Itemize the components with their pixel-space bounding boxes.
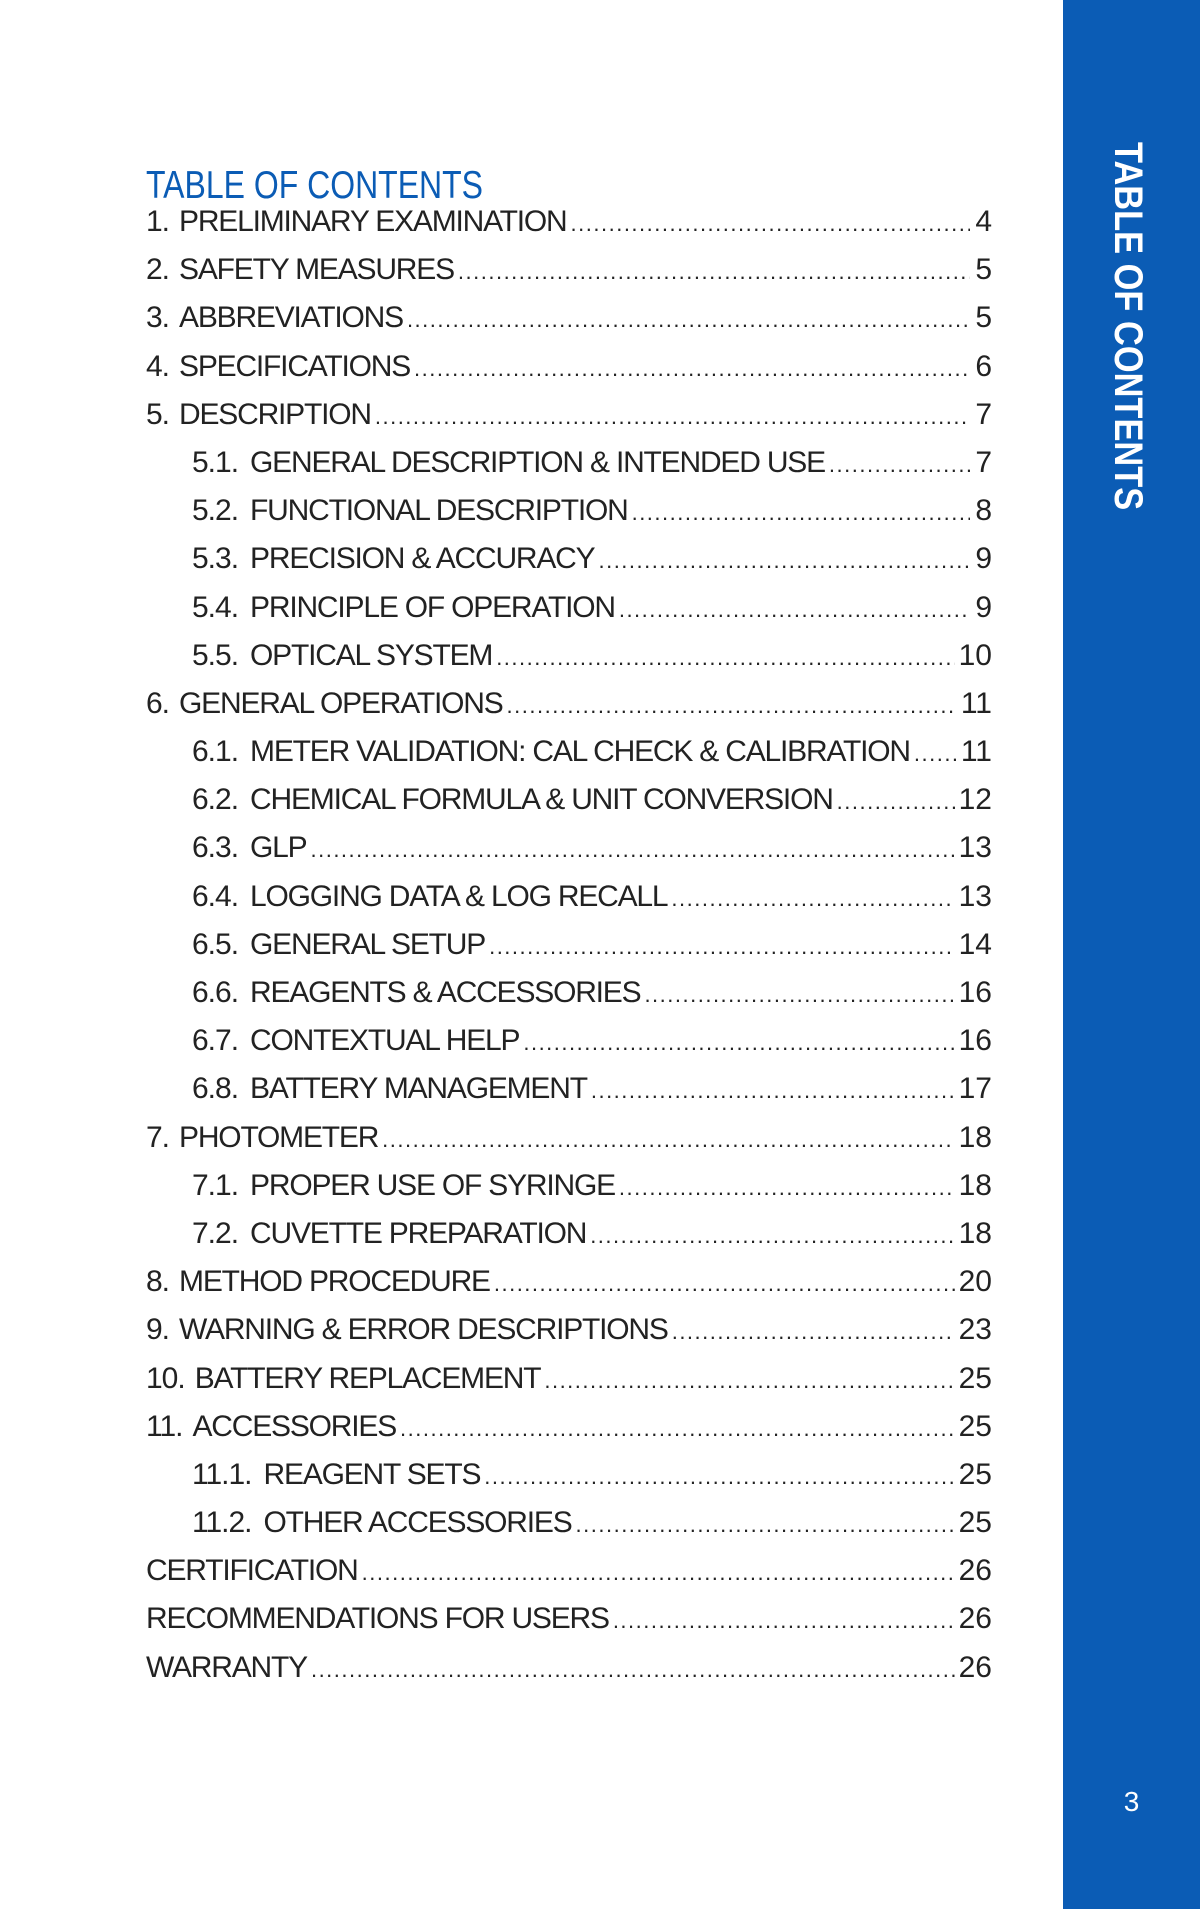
toc-leader-dots (619, 586, 970, 634)
toc-leader-dots (362, 1549, 955, 1597)
toc-entry[interactable] (146, 969, 992, 1017)
toc-entry-number: 5.4. (192, 590, 239, 624)
toc-leader-dots (484, 1453, 954, 1501)
toc-entry-number: 2. (146, 253, 170, 287)
toc-entry-number: 11.1. (192, 1457, 252, 1491)
toc-leader-dots (458, 248, 970, 296)
toc-leader-dots (375, 393, 970, 441)
toc-entry-page: 9 (975, 542, 992, 576)
toc-entry-page: 16 (958, 976, 992, 1009)
toc-entry[interactable] (146, 921, 992, 969)
toc-entry[interactable] (146, 439, 992, 487)
toc-entry-label: PHOTOMETER (179, 1120, 379, 1154)
toc-entry-label: BATTERY REPLACEMENT (194, 1361, 541, 1395)
toc-entry[interactable] (146, 584, 992, 632)
toc-entry[interactable] (146, 728, 992, 776)
toc-entry-number: 11.2. (192, 1506, 252, 1540)
toc-entry-page: 13 (958, 879, 992, 913)
toc-entry-page: 18 (958, 1216, 992, 1250)
toc-entry-label: CUVETTE PREPARATION (250, 1216, 587, 1250)
toc-entry-label: ABBREVIATIONS (179, 301, 403, 335)
toc-leader-dots (644, 971, 954, 1019)
toc-entry-number: 3. (146, 301, 170, 335)
toc-entry-page: 7 (975, 397, 992, 431)
toc-leader-dots (598, 537, 970, 585)
toc-entry-number: 5.1. (192, 445, 239, 479)
toc-leader-dots (400, 1405, 955, 1453)
toc-entry[interactable] (146, 824, 992, 872)
toc-entry-label: WARNING & ERROR DESCRIPTIONS (179, 1313, 668, 1347)
side-tab-title: TABLE OF CONTENTS (1106, 142, 1150, 511)
toc-entry-label: CHEMICAL FORMULA & UNIT CONVERSION (250, 783, 833, 817)
toc-entry-page: 9 (975, 590, 992, 624)
toc-leader-dots (544, 1357, 954, 1405)
toc-entry-label: METER VALIDATION: CAL CHECK & CALIBRATION (250, 735, 910, 769)
toc-leader-dots (914, 730, 957, 778)
toc-entry-number: 7.1. (192, 1168, 239, 1202)
toc-entry-label: SAFETY MEASURES (179, 253, 454, 287)
toc-entry[interactable] (146, 1065, 992, 1113)
toc-entry[interactable] (146, 535, 992, 583)
toc-entry-number: 5.3. (192, 542, 239, 576)
toc-entry-label: GENERAL DESCRIPTION & INTENDED USE (250, 445, 825, 479)
toc-entry[interactable] (146, 776, 992, 824)
toc-entry-number: 6.7. (192, 1024, 239, 1058)
toc-leader-dots (507, 682, 957, 730)
toc-entry[interactable] (146, 198, 992, 246)
toc-entry-label: CONTEXTUAL HELP (250, 1024, 520, 1058)
toc-entry-label: PRECISION & ACCURACY (250, 542, 595, 576)
toc-entry-page: 7 (975, 445, 992, 479)
toc-leader-dots (591, 1067, 955, 1115)
toc-leader-dots (382, 1116, 954, 1164)
toc-entry-label: METHOD PROCEDURE (179, 1265, 490, 1299)
toc-entry[interactable] (146, 1499, 992, 1547)
page-number: 3 (1123, 1786, 1140, 1817)
toc-entry-page: 16 (958, 1024, 992, 1058)
toc-entry-number: 7.2. (192, 1216, 239, 1250)
toc-entry-number: 6.1. (192, 735, 239, 769)
toc-list (146, 198, 992, 1692)
toc-entry-number: 5.2. (192, 494, 239, 528)
toc-entry-label: PRELIMINARY EXAMINATION (179, 205, 567, 238)
toc-entry-label: GENERAL OPERATIONS (179, 686, 503, 720)
page-title: TABLE OF CONTENTS (146, 164, 484, 208)
toc-entry-number: 1. (146, 205, 170, 238)
toc-entry-number: 6.4. (192, 879, 239, 913)
toc-entry-label: REAGENT SETS (263, 1457, 481, 1491)
toc-entry[interactable] (146, 680, 992, 728)
toc-entry[interactable] (146, 1114, 992, 1162)
toc-entry-page: 14 (958, 927, 992, 961)
toc-entry[interactable] (146, 1162, 992, 1210)
toc-entry[interactable] (146, 1547, 992, 1595)
toc-entry[interactable] (146, 873, 992, 921)
toc-leader-dots (310, 826, 954, 874)
toc-leader-dots (489, 923, 955, 971)
toc-leader-dots (590, 1212, 954, 1260)
toc-entry-page: 26 (958, 1650, 992, 1684)
toc-entry[interactable] (146, 1451, 992, 1499)
toc-leader-dots (414, 345, 970, 393)
toc-leader-dots (632, 489, 970, 537)
toc-entry-page: 25 (958, 1409, 992, 1443)
toc-entry-number: 5.5. (192, 638, 239, 672)
toc-entry-page: 10 (958, 638, 992, 672)
toc-entry-number: 6.3. (192, 831, 239, 865)
toc-entry-label: LOGGING DATA & LOG RECALL (250, 879, 668, 913)
toc-entry[interactable] (146, 1403, 992, 1451)
toc-entry-number: 6.5. (192, 927, 239, 961)
toc-entry-page: 18 (958, 1120, 992, 1154)
toc-leader-dots (523, 1019, 954, 1067)
toc-entry[interactable] (146, 1210, 992, 1258)
toc-entry[interactable] (146, 1306, 992, 1354)
toc-entry-label: GLP (250, 831, 307, 865)
toc-entry-label: OTHER ACCESSORIES (263, 1506, 572, 1540)
toc-leader-dots (671, 875, 954, 923)
toc-entry-number: 10. (146, 1361, 185, 1395)
toc-entry-number: 9. (146, 1313, 170, 1347)
toc-entry-label: PROPER USE OF SYRINGE (250, 1168, 615, 1202)
toc-entry-page: 26 (958, 1602, 992, 1636)
toc-leader-dots (571, 200, 970, 248)
toc-entry-page: 11 (960, 735, 992, 769)
toc-leader-dots (494, 1260, 955, 1308)
toc-entry[interactable] (146, 391, 992, 439)
toc-entry-page: 5 (975, 301, 992, 335)
toc-entry-page: 25 (958, 1457, 992, 1491)
toc-leader-dots (407, 296, 970, 344)
toc-leader-dots (613, 1597, 955, 1645)
toc-entry-page: 23 (958, 1313, 992, 1347)
toc-leader-dots (619, 1164, 955, 1212)
toc-entry-page: 4 (975, 205, 992, 238)
toc-leader-dots (837, 778, 955, 826)
toc-entry[interactable] (146, 343, 992, 391)
toc-entry-number: 5. (146, 397, 170, 431)
toc-entry-number: 7. (146, 1120, 170, 1154)
toc-entry-page: 13 (958, 831, 992, 865)
toc-entry-label: DESCRIPTION (179, 397, 371, 431)
toc-entry-page: 12 (958, 783, 992, 817)
toc-entry-label: FUNCTIONAL DESCRIPTION (250, 494, 628, 528)
toc-entry-label: WARRANTY (146, 1650, 307, 1684)
toc-entry-number: 6.6. (192, 976, 239, 1009)
toc-entry-label: OPTICAL SYSTEM (250, 638, 493, 672)
toc-entry[interactable] (146, 487, 992, 535)
toc-entry-page: 5 (975, 253, 992, 287)
toc-entry-label: SPECIFICATIONS (179, 349, 411, 383)
toc-entry-number: 6.2. (192, 783, 239, 817)
toc-entry[interactable] (146, 1595, 992, 1643)
toc-entry-number: 4. (146, 349, 170, 383)
toc-entry-page: 25 (958, 1361, 992, 1395)
toc-entry-number: 6.8. (192, 1072, 239, 1106)
toc-entry-label: CERTIFICATION (146, 1554, 358, 1588)
toc-entry-page: 25 (958, 1506, 992, 1540)
toc-entry[interactable] (146, 1355, 992, 1403)
toc-entry-label: GENERAL SETUP (250, 927, 486, 961)
toc-entry-page: 20 (958, 1265, 992, 1299)
toc-entry[interactable] (146, 632, 992, 680)
toc-leader-dots (672, 1308, 955, 1356)
toc-entry-page: 8 (975, 494, 992, 528)
toc-entry-label: PRINCIPLE OF OPERATION (250, 590, 615, 624)
toc-entry-label: ACCESSORIES (192, 1409, 397, 1443)
toc-entry-page: 6 (975, 349, 992, 383)
toc-entry-label: RECOMMENDATIONS FOR USERS (146, 1602, 609, 1636)
toc-entry-label: REAGENTS & ACCESSORIES (250, 976, 641, 1009)
toc-entry-number: 11. (146, 1409, 183, 1443)
toc-entry-number: 8. (146, 1265, 170, 1299)
toc-entry-page: 17 (958, 1072, 992, 1106)
toc-entry[interactable] (146, 1644, 992, 1692)
toc-entry[interactable] (146, 246, 992, 294)
toc-leader-dots (576, 1501, 955, 1549)
toc-entry-page: 26 (958, 1554, 992, 1588)
toc-entry[interactable] (146, 1258, 992, 1306)
toc-leader-dots (311, 1646, 955, 1694)
toc-leader-dots (829, 441, 970, 489)
toc-entry-page: 11 (960, 686, 992, 720)
toc-entry-number: 6. (146, 686, 170, 720)
toc-entry-label: BATTERY MANAGEMENT (250, 1072, 587, 1106)
toc-entry[interactable] (146, 1017, 992, 1065)
toc-entry[interactable] (146, 294, 992, 342)
toc-entry-page: 18 (958, 1168, 992, 1202)
toc-leader-dots (496, 634, 954, 682)
